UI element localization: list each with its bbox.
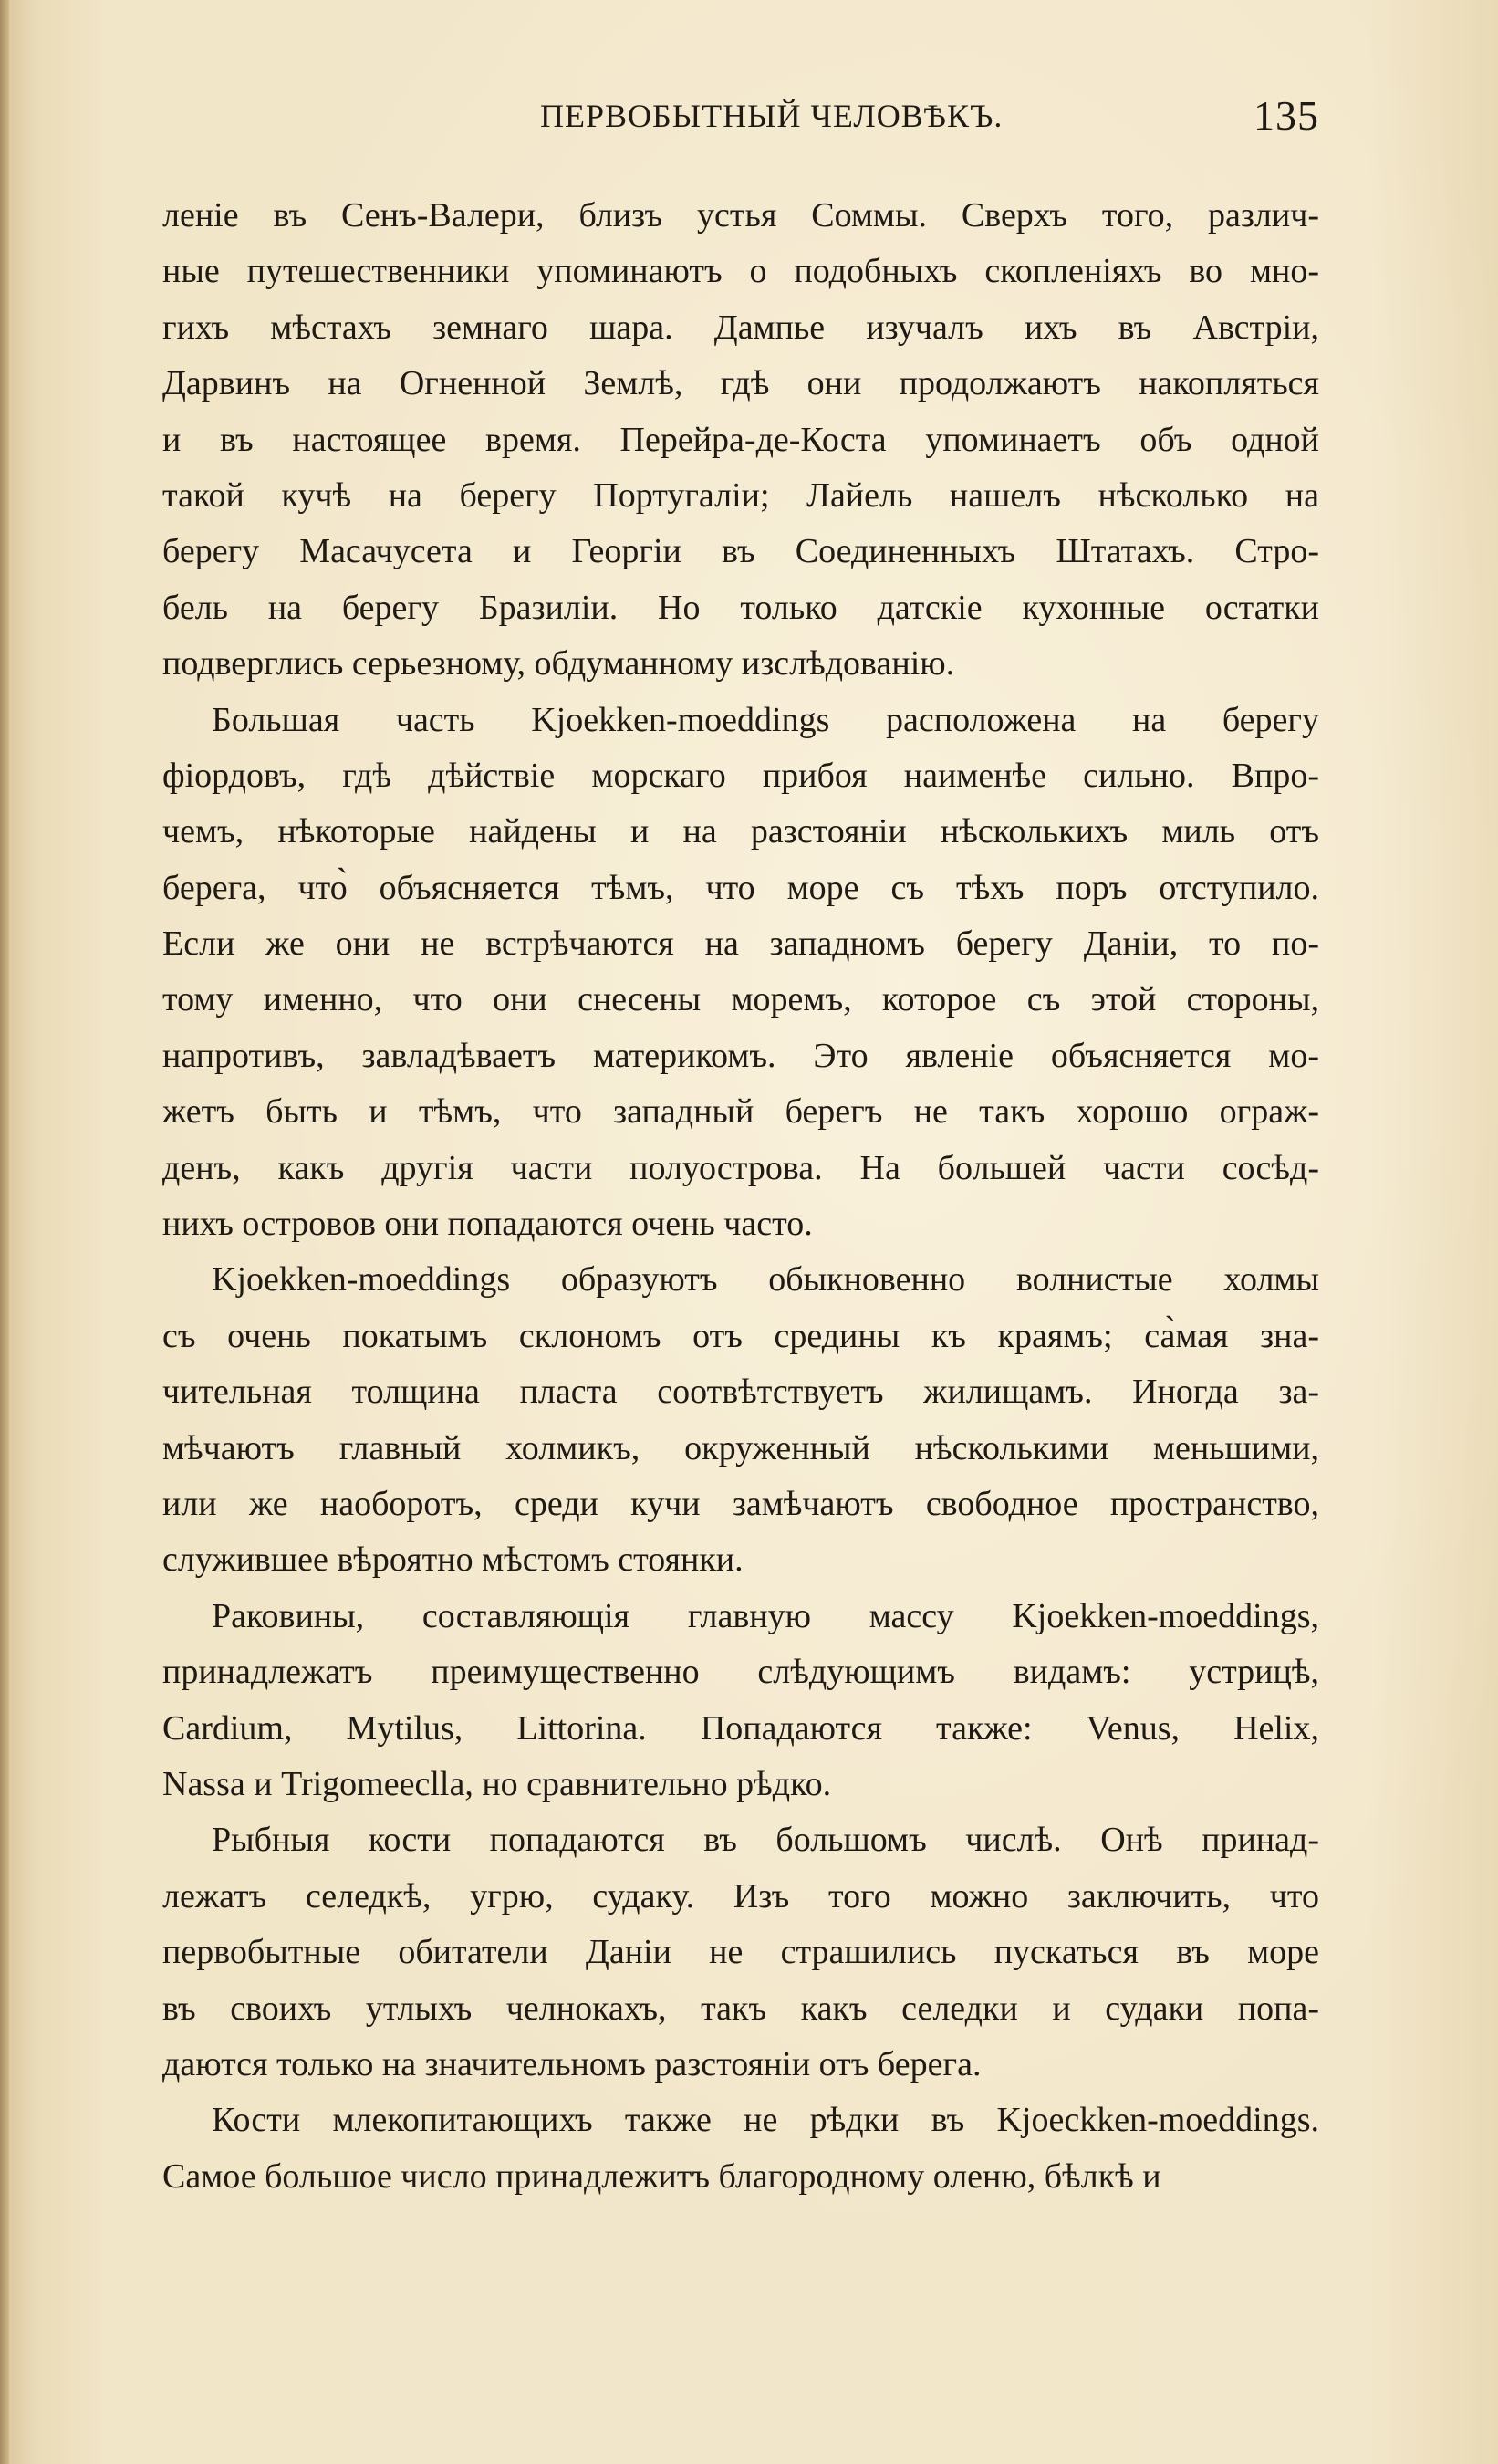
text-line: чительная толщина пласта соотвѣтствуетъ жилищамъ. Иногда за- — [162, 1373, 1319, 1412]
text-line: напротивъ, завладѣваетъ материкомъ. Это явленіе объясняется мо- — [162, 1036, 1319, 1075]
paragraph — [162, 693, 1319, 1253]
text-line: лежатъ селедкѣ, угрю, судаку. Изъ того можно заключить, что — [162, 1876, 1319, 1916]
text-line: или же наоборотъ, среди кучи замѣчаютъ свободное пространство, — [162, 1484, 1319, 1523]
text-line: подверглись серьезному, обдуманному изслѣдованію. — [162, 644, 955, 684]
text-line: жетъ быть и тѣмъ, что западный берегъ не такъ хорошо ограж- — [162, 1092, 1319, 1132]
paragraph — [162, 1252, 1319, 1588]
text-line: берегу Масачусета и Георгіи въ Соединенныхъ Штатахъ. Стро- — [162, 532, 1319, 571]
body-text — [162, 188, 1319, 2205]
text-line: леніе въ Сенъ-Валери, близъ устья Соммы. Сверхъ того, различ- — [162, 196, 1319, 235]
text-line: Рыбныя кости попадаются въ большомъ числѣ. Онѣ принад- — [212, 1821, 1319, 1860]
page-spine-edge — [0, 0, 9, 2464]
text-line: Дарвинъ на Огненной Землѣ, гдѣ они продолжаютъ накопляться — [162, 364, 1319, 403]
text-line: съ очень покатымъ склономъ отъ средины къ краямъ; са̀мая зна- — [162, 1316, 1319, 1355]
text-line: служившее вѣроятно мѣстомъ стоянки. — [162, 1540, 744, 1580]
text-line: въ своихъ утлыхъ челнокахъ, такъ какъ селедки и судаки попа- — [162, 1989, 1319, 2028]
text-line: такой кучѣ на берегу Португаліи; Лайель нашелъ нѣсколько на — [162, 475, 1319, 515]
text-line: Nassa и Trigomeeclla, но сравнительно рѣдко. — [162, 1764, 832, 1803]
text-line: ные путешественники упоминаютъ о подобныхъ скопленіяхъ во мно- — [162, 252, 1319, 291]
text-line: принадлежатъ преимущественно слѣдующимъ видамъ: устрицѣ, — [162, 1653, 1319, 1692]
text-line: Самое большое число принадлежитъ благородному оленю, бѣлкѣ и — [162, 2156, 1161, 2196]
paragraph — [162, 1812, 1319, 2093]
text-line: гихъ мѣстахъ земнаго шара. Дампье изучалъ ихъ въ Австріи, — [162, 308, 1319, 347]
text-line: мѣчаютъ главный холмикъ, окруженный нѣсколькими меньшими, — [162, 1428, 1319, 1467]
text-line: Если же они не встрѣчаются на западномъ берегу Даніи, то по- — [162, 924, 1319, 964]
text-line: тому именно, что они снесены моремъ, которое съ этой стороны, — [162, 980, 1319, 1019]
text-line: денъ, какъ другія части полуострова. На большей части сосѣд- — [162, 1148, 1319, 1187]
text-line: берега, что̀ объясняется тѣмъ, что море съ тѣхъ поръ отступило. — [162, 868, 1319, 907]
text-line: фіордовъ, гдѣ дѣйствіе морскаго прибоя наименѣе сильно. Впро- — [162, 756, 1319, 795]
text-line: и въ настоящее время. Перейра-де-Коста упоминаетъ объ одной — [162, 420, 1319, 459]
paragraph — [162, 1589, 1319, 1813]
text-line: Большая часть Kjoekken-moeddings расположена на берегу — [212, 700, 1319, 739]
text-line: Кости млекопитающихъ также не рѣдки въ Kjoeckken-moeddings. — [212, 2101, 1319, 2140]
text-line: первобытные обитатели Даніи не страшились пускаться въ море — [162, 1933, 1319, 1972]
running-title: ПЕРВОБЫТНЫЙ ЧЕЛОВѢКЪ. — [540, 98, 1004, 134]
text-line: бель на берегу Бразиліи. Но только датскіе кухонные остатки — [162, 588, 1319, 627]
page-number: 135 — [1254, 92, 1319, 139]
running-head — [162, 91, 1319, 146]
text-line: чемъ, нѣкоторые найдены и на разстояніи нѣсколькихъ миль отъ — [162, 812, 1319, 851]
text-line: Kjoekken-moeddings образуютъ обыкновенно волнистые холмы — [212, 1260, 1319, 1300]
paragraph — [162, 188, 1319, 693]
text-line: Раковины, составляющія главную массу Kjoekken-moeddings, — [212, 1596, 1319, 1635]
text-line: даются только на значительномъ разстояніи отъ берега. — [162, 2044, 982, 2083]
text-line: Cardium, Mytilus, Littorina. Попадаются также: Venus, Helix, — [162, 1708, 1319, 1748]
text-line: нихъ островов они попадаются очень часто. — [162, 1205, 813, 1244]
paragraph — [162, 2093, 1319, 2205]
